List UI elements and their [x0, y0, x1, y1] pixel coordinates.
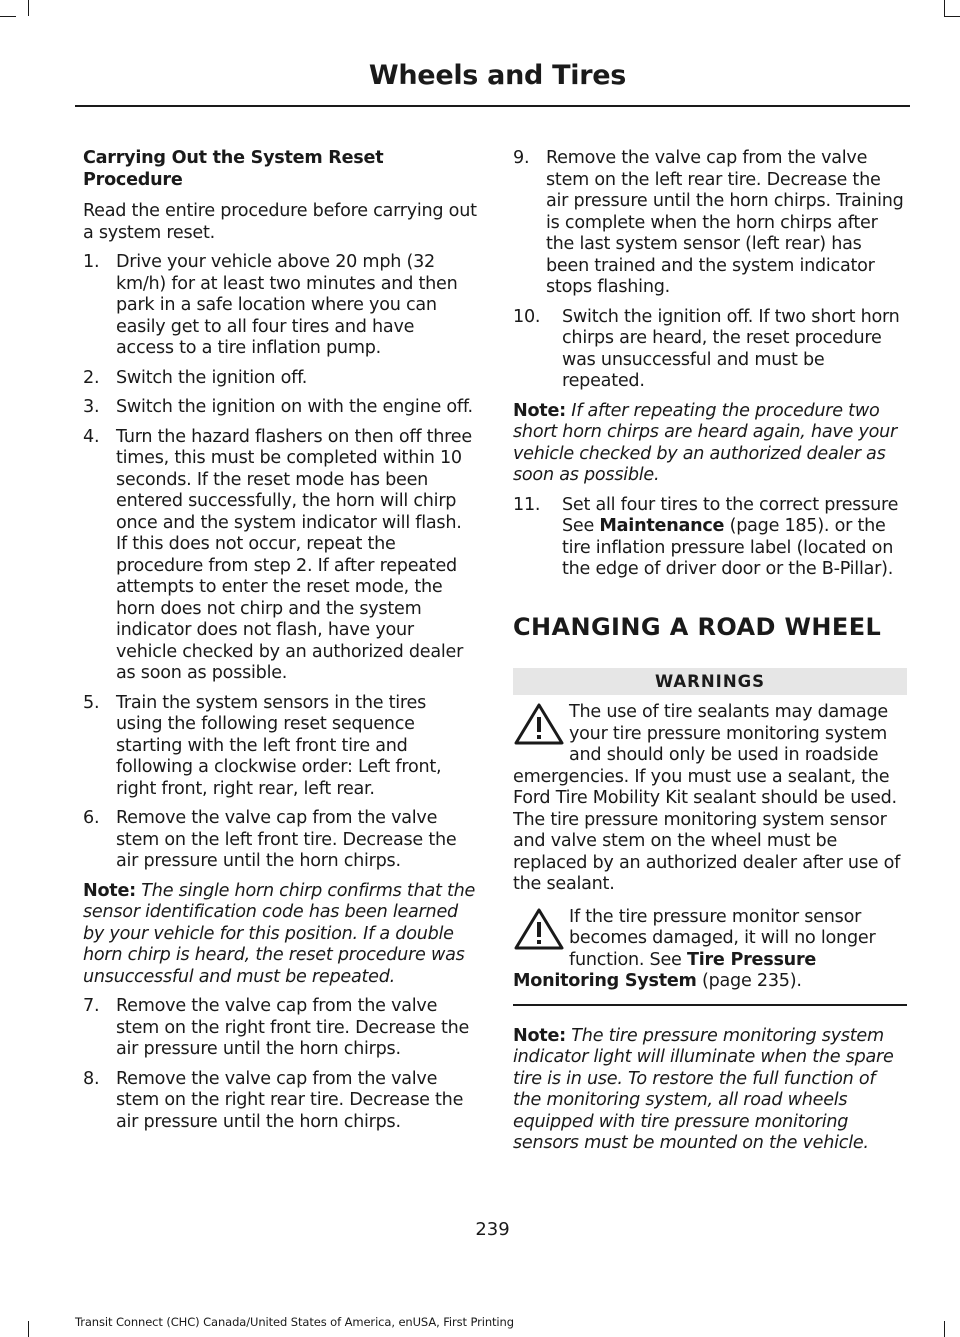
warning-text: The use of tire sealants may damage your tire pressure monitoring system and should only be used in roadside emergencies. If you must use a sealant, the Ford Tire Mobility Kit sealant should be used. The tire pressure monitoring system sensor and valve stem on the wheel must be replaced by an authorized dealer after use of the sealant.: [513, 702, 901, 894]
crop-mark: [0, 16, 16, 17]
warning-item: If the tire pressure monitor sensor becomes damaged, it will no longer function. See Tire Pressure Monitoring System (page 235).: [513, 906, 876, 991]
list-item: 10. Switch the ignition off. If two short horn chirps are heard, the reset procedure was unsuccessful and must be repeated.: [513, 306, 900, 391]
crop-mark: [28, 1321, 29, 1337]
footer-text: Transit Connect (CHC) Canada/United States of America, enUSA, First Printing: [75, 1315, 514, 1329]
crop-mark: [944, 1321, 945, 1337]
list-item: 6. Remove the valve cap from the valve stem on the left front tire. Decrease the air pressure until the horn chirps.: [83, 808, 457, 871]
crop-mark: [28, 0, 29, 16]
page-title: Wheels and Tires: [368, 60, 626, 91]
list-item: 5. Train the system sensors in the tires using the following reset sequence starting with the left front tire and following a clockwise order: Left front, right front, right rear, left rear.: [83, 692, 442, 799]
list-item: 9. Remove the valve cap from the valve stem on the left rear tire. Decrease the air pressure until the horn chirps. Training is complete when the horn chirps after the last system sensor (left rear) has been trained and the system indicator stops flashing.: [513, 148, 904, 297]
right-column: [513, 148, 907, 1163]
list-item: 2. Switch the ignition off.: [83, 367, 308, 388]
note-text: If after repeating the procedure two short horn chirps are heard again, have your vehicle checked by an authorized dealer as soon as possible.: [513, 400, 898, 485]
tpms-link[interactable]: Tire Pressure Monitoring System: [513, 949, 817, 991]
maintenance-link[interactable]: Maintenance: [599, 516, 725, 536]
warning-triangle-icon: [513, 702, 565, 746]
left-column: [83, 148, 477, 1141]
warnings-header: WARNINGS: [513, 668, 907, 695]
header-divider: [75, 105, 910, 107]
note-label: Note:: [83, 880, 136, 901]
list-item: 11. Set all four tires to the correct pressure See Maintenance (page 185). or the tire inflation pressure label (located on the edge of driver door or the B-Pillar).: [513, 494, 899, 579]
note-text: The tire pressure monitoring system indicator light will illuminate when the spare tire is in use. To restore the full function of the monitoring system, all road wheels equipped with tire pressure monitoring sensors must be mounted on the vehicle.: [513, 1025, 894, 1153]
note: [513, 1026, 907, 1155]
crop-mark: [944, 16, 960, 17]
section-heading: CHANGING A ROAD WHEEL: [513, 612, 882, 641]
warnings-divider: [513, 1004, 907, 1006]
intro-text: Read the entire procedure before carrying out a system reset.: [83, 201, 477, 243]
note-text: The single horn chirp confirms that the sensor identification code has been learned by your vehicle for this position. If a double horn chirp is heard, the reset procedure was unsuccessful and must be repeated.: [83, 880, 476, 987]
warning-triangle-icon: [513, 907, 565, 951]
list-item: 3. Switch the ignition on with the engine off.: [83, 397, 473, 417]
list-item: 1. Drive your vehicle above 20 mph (32 km/h) for at least two minutes and then park in a safe location where you can easily get to all four tires and have access to a tire inflation pump.: [83, 252, 458, 358]
crop-mark: [944, 0, 945, 16]
note: [83, 881, 477, 989]
note-label: Note:: [513, 400, 566, 421]
note-label: Note:: [513, 1025, 566, 1046]
note: [513, 401, 907, 487]
warning-item: [513, 702, 907, 896]
page-number: 239: [475, 1219, 510, 1240]
list-item: 4. Turn the hazard flashers on then off three times, this must be completed within 10 seconds. If the reset mode has been entered successfully, the horn will chirp once and the system indicator will flash. If this does not occur, repeat the procedure from step 2. If after repeated attempts to enter the reset mode, the horn does not chirp and the system indicator does not flash, have your vehicle checked by an authorized dealer as soon as possible.: [83, 426, 472, 683]
section-title: Carrying Out the System Reset Procedure: [83, 148, 384, 190]
list-item: 7. Remove the valve cap from the valve stem on the right front tire. Decrease the air pressure until the horn chirps.: [83, 996, 470, 1059]
list-item: 8. Remove the valve cap from the valve stem on the right rear tire. Decrease the air pressure until the horn chirps.: [83, 1068, 464, 1132]
